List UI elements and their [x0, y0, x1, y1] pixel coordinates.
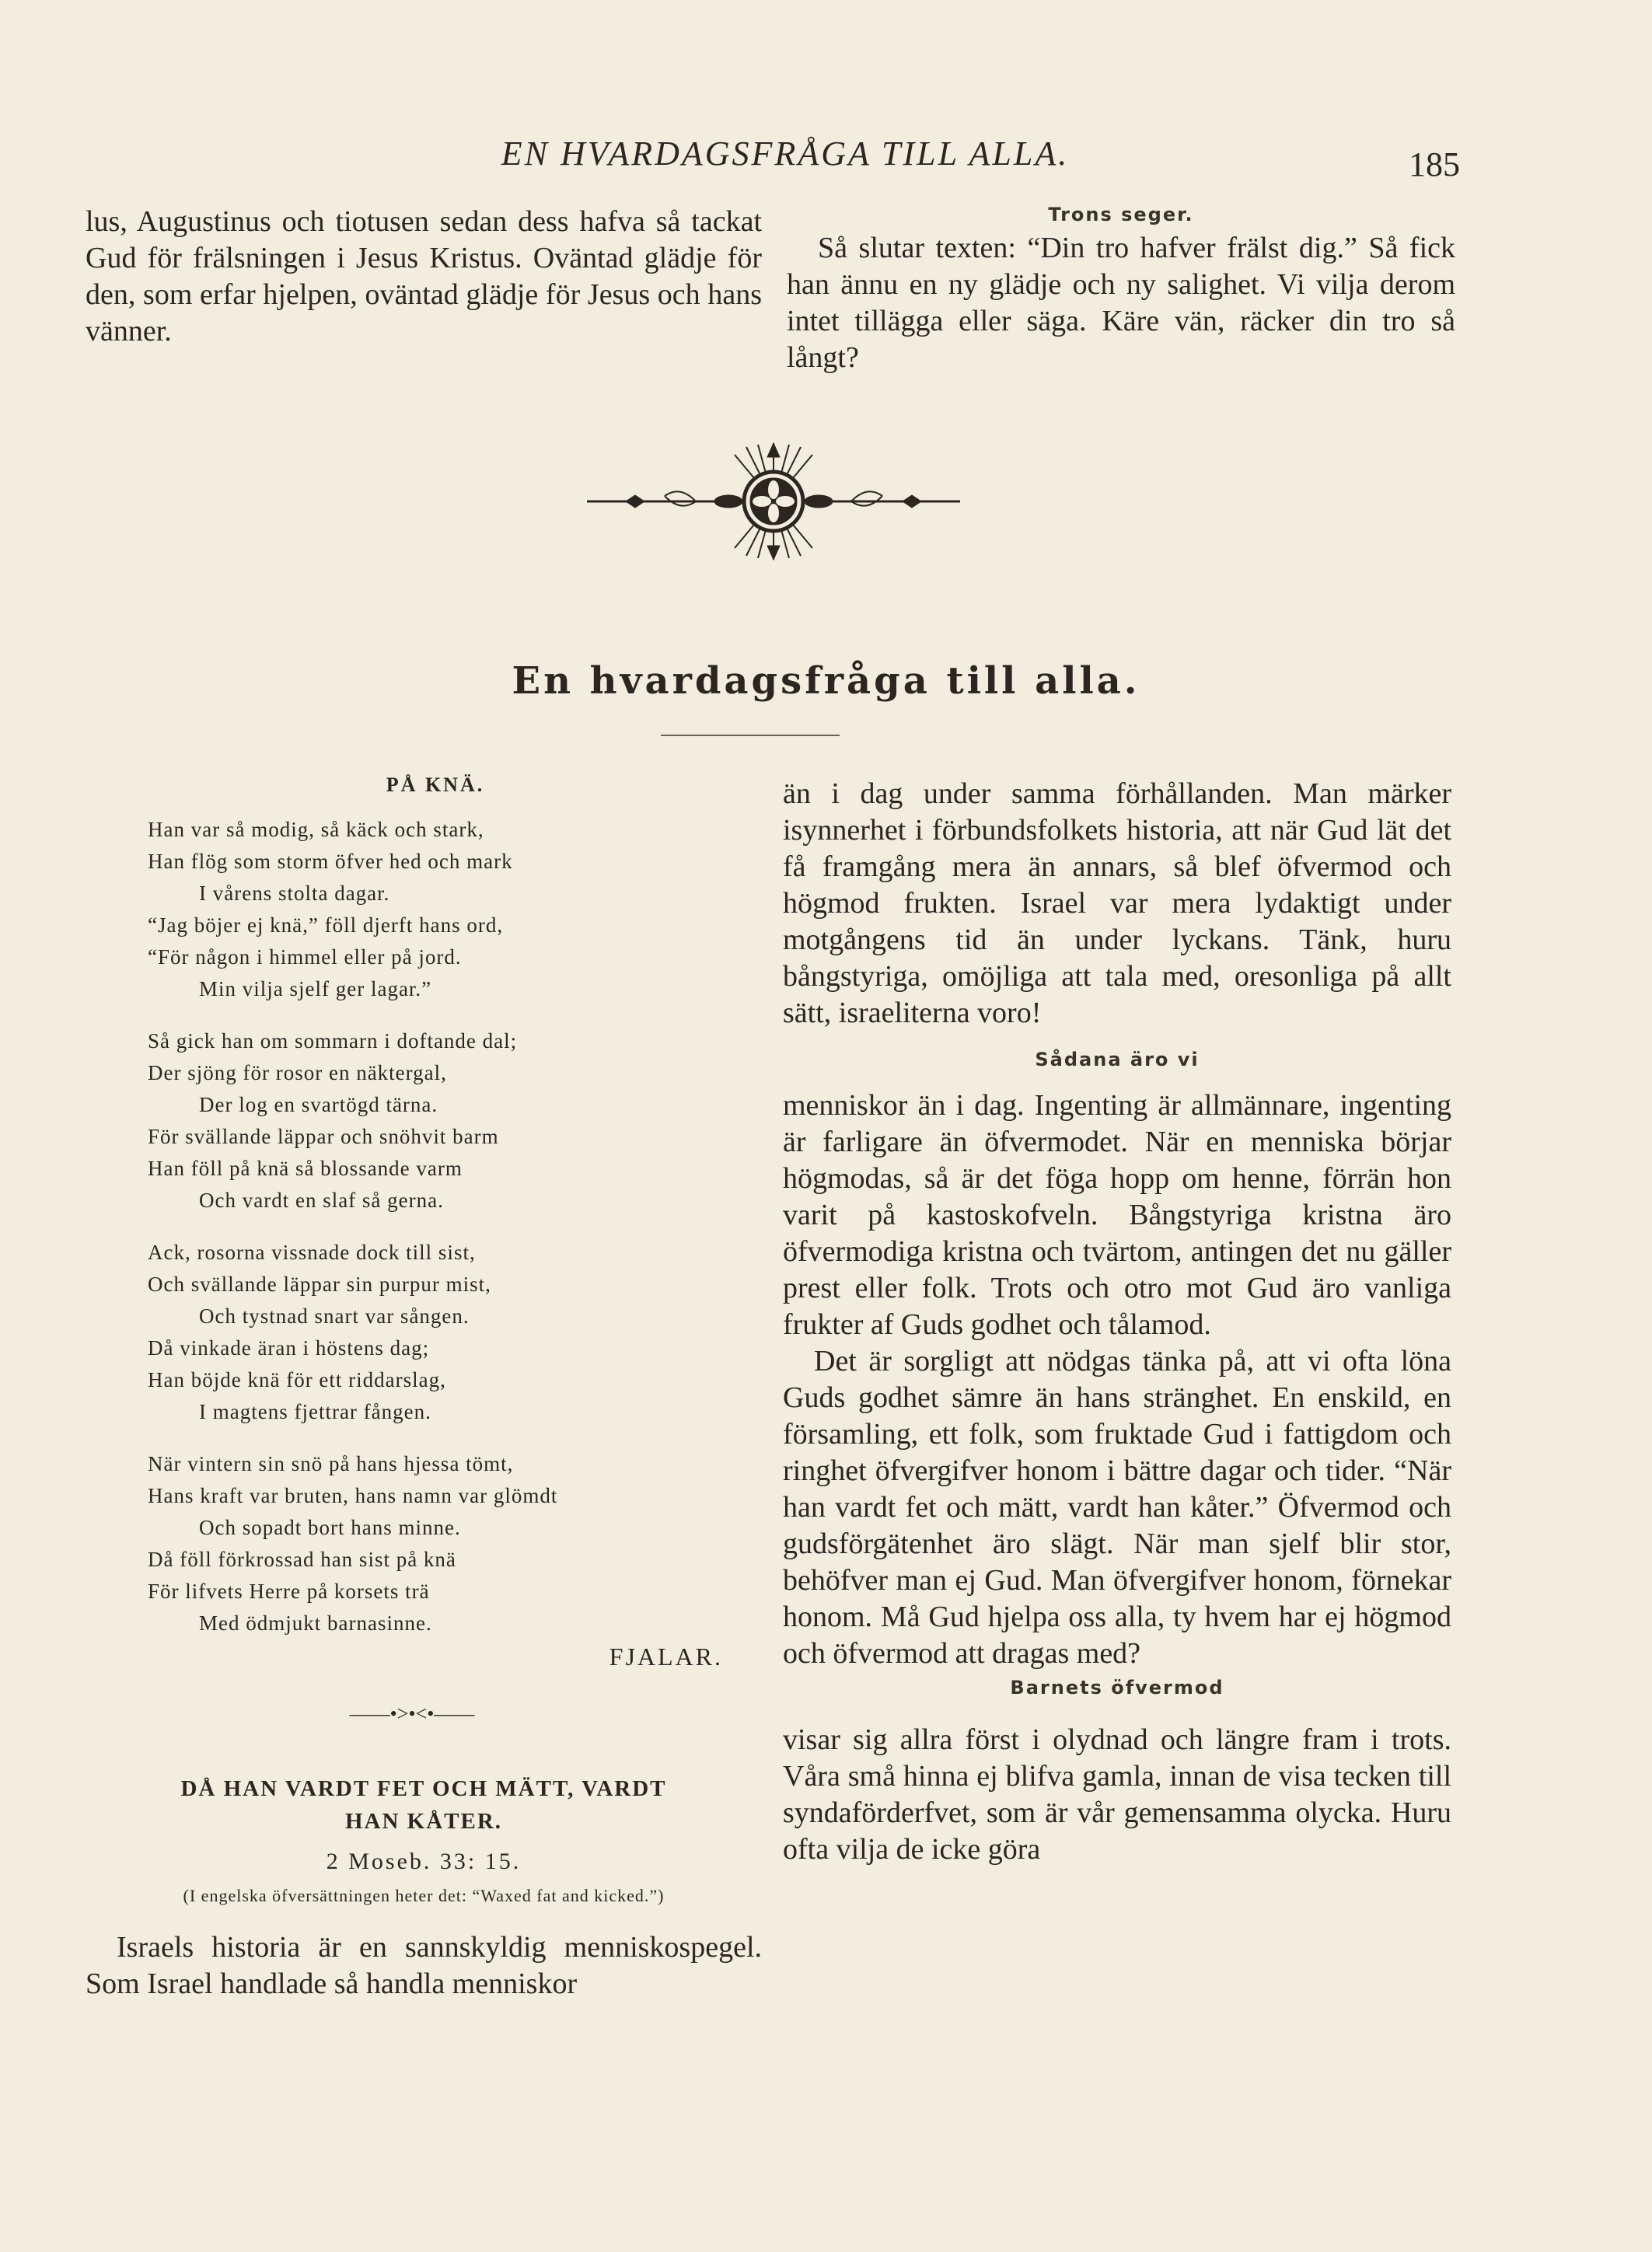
section-heading-barnets: Barnets öfvermod [1010, 1677, 1224, 1699]
poem-line: När vintern sin snö på hans hjessa tömt, [148, 1452, 514, 1475]
top-right-column [787, 204, 1455, 376]
poem-line: I magtens fjettrar fången. [199, 1400, 431, 1423]
decorative-flourish-icon [579, 435, 968, 567]
poem-line: Han böjde knä för ett riddarslag, [148, 1368, 446, 1391]
top-left-column [86, 204, 762, 350]
section-heading-trons-seger: Trons seger. [1048, 204, 1194, 225]
section-heading-sadana: Sådana äro vi [1035, 1049, 1200, 1070]
title-divider [661, 735, 840, 736]
poem-line: Der sjöng för rosor en näktergal, [148, 1061, 447, 1084]
poem [148, 773, 723, 1671]
running-title: EN HVARDAGSFRÅGA TILL ALLA. [501, 134, 1070, 173]
poem-line: Ack, rosorna vissnade dock till sist, [148, 1241, 476, 1264]
article-title: En hvardagsfråga till alla. [512, 659, 1140, 703]
poem-stanza [148, 1448, 723, 1639]
poem-line: För svällande läppar och snöhvit barm [148, 1125, 499, 1148]
poem-line: Min vilja sjelf ger lagar.” [199, 977, 432, 1000]
poem-line: Och svällande läppar sin purpur mist, [148, 1273, 491, 1296]
poem-line: Med ödmjukt barnasinne. [199, 1611, 432, 1635]
poem-line: Och sopadt bort hans minne. [199, 1516, 461, 1539]
poem-line: Då vinkade äran i höstens dag; [148, 1336, 430, 1360]
small-ornament: ——•>•<•—— [349, 1702, 475, 1725]
poem-stanza [148, 1025, 723, 1217]
top-right-paragraph: Så slutar texten: “Din tro hafver frälst dig.” Så fick han ännu en ny glädje och ny salighet. Vi vilja derom intet tillägga eller säga. Käre vän, räcker din tro så långt? [787, 232, 1455, 374]
right-paragraph-2: menniskor än i dag. Ingenting är allmännare, ingenting är farligare än öfvermodet. När en menniska börjar högmodas, så är det föga hopp om henne, förrän hon varit på kastoskofveln. Bångstyriga kristna äro öfvermodiga kristna och tvärtom, antingen det nu gäller prest eller folk. Trots och otro mot Gud äro vanliga frukter af Guds godhet och tålamod. [783, 1089, 1451, 1341]
scripture-reference: 2 Moseb. 33: 15. [326, 1849, 522, 1874]
poem-line: Han var så modig, så käck och stark, [148, 818, 484, 841]
right-paragraph-1: än i dag under samma förhållanden. Man märker isynnerhet i förbundsfolkets historia, att när Gud lät det få framgång mera än annars, så blef öfvermod och högmod frukten. Israel var mera lydaktigt under motgångens tid än under lyckans. Tänk, huru bångstyriga, omöjliga att tala med, oresonliga på allt sätt, israeliterna voro! [783, 777, 1451, 1029]
top-left-paragraph: lus, Augustinus och tiotusen sedan dess hafva så tackat Gud för frälsningen i Jesus Kristus. Oväntad glädje för den, som erfar hjelpen, oväntad glädje för Jesus och hans vänner. [86, 205, 762, 347]
poem-author: FJALAR. [609, 1643, 723, 1671]
right-column [783, 776, 1451, 1868]
poem-stanza [148, 814, 723, 1005]
poem-line: För lifvets Herre på korsets trä [148, 1580, 430, 1603]
poem-line: Han flög som storm öfver hed och mark [148, 850, 513, 873]
right-paragraph-3: Det är sorgligt att nödgas tänka på, att vi ofta löna Guds godhet sämre än hans stränghet. En enskild, en församling, ett folk, som fruktade Gud i fattigdom och ringhet öfvergifver honom i bättre dagar och tider. “När han vardt fet och mätt, vardt han kåter.” Öfvermod och gudsförgätenhet äro slägt. När man sjelf blir stor, behöfver man ej Gud. Man öfvergifver honom, förnekar honom. Må Gud hjelpa oss alla, ty hvem har ej högmod och öfvermod att dragas med? [783, 1345, 1451, 1670]
poem-line: Der log en svartögd tärna. [199, 1093, 438, 1116]
poem-line: “Jag böjer ej knä,” föll djerft hans ord, [148, 913, 504, 937]
poem-line: Och tystnad snart var sången. [199, 1304, 470, 1328]
poem-line: “För någon i himmel eller på jord. [148, 945, 462, 969]
poem-stanza [148, 1237, 723, 1428]
poem-line: Hans kraft var bruten, hans namn var glömdt [148, 1484, 558, 1507]
sermon-paragraph: Israels historia är en sannskyldig menniskospegel. Som Israel handlade så handla menniskor [86, 1931, 762, 2000]
poem-line: Så gick han om sommarn i doftande dal; [148, 1029, 518, 1053]
sermon-title-line2: HAN KÅTER. [344, 1809, 503, 1834]
translation-note: (I engelska öfversättningen heter det: “Waxed fat and kicked.”) [183, 1886, 665, 1905]
poem-line: Då föll förkrossad han sist på knä [148, 1548, 456, 1571]
poem-line: I vårens stolta dagar. [199, 882, 390, 905]
right-paragraph-4: visar sig allra först i olydnad och längre fram i trots. Våra små hinna ej blifva gamla, innan de visa tecken till syndaförderfvet, som är vår gemensamma olycka. Huru ofta vilja de icke göra [783, 1723, 1451, 1866]
page-number: 185 [1409, 145, 1460, 183]
poem-line: Och vardt en slaf så gerna. [199, 1189, 444, 1212]
sermon-section [86, 1772, 762, 2002]
poem-line: Han föll på knä så blossande varm [148, 1157, 463, 1180]
poem-title: PÅ KNÄ. [386, 773, 485, 796]
sermon-title-line1: DÅ HAN VARDT FET OCH MÄTT, VARDT [180, 1776, 667, 1801]
